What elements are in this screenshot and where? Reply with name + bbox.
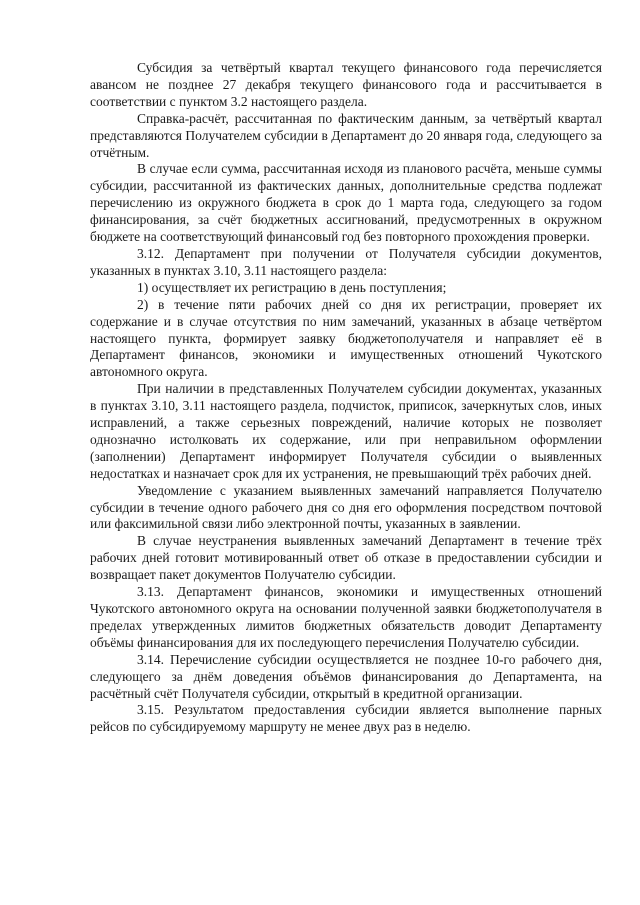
document-page — [90, 60, 602, 736]
paragraph-3-12-item-2: 2) в течение пяти рабочих дней со дня их регистрации, проверяет их содержание и в случае отсутствия по ним замечаний, указанных в абзаце четвёртом настоящего пункта, формирует заявку бюджетополучателя и направляет её в Департамент финансов, экономики и имущественных отношений Чукотского автономного округа. — [90, 296, 602, 380]
paragraph-q4-statement: Справка-расчёт, рассчитанная по фактическим данным, за четвёртый квартал представляются Получателем субсидии в Департамент до 20 января года, следующего за отчётным. — [90, 110, 602, 160]
paragraph-refusal: В случае неустранения выявленных замечаний Департамент в течение трёх рабочих дней готовит мотивированный ответ об отказе в предоставлении субсидии и возвращает пакет документов Получателю субсидии. — [90, 533, 602, 583]
paragraph-3-12-item-1: 1) осуществляет их регистрацию в день поступления; — [137, 279, 447, 295]
paragraph-3-14: 3.14. Перечисление субсидии осуществляется не позднее 10-го рабочего дня, следующего за днём доведения объёмов финансирования до Департамента, на расчётный счёт Получателя субсидии, открытый в кредитной организации. — [90, 651, 602, 701]
paragraph-notification: Уведомление с указанием выявленных замечаний направляется Получателю субсидии в течение одного рабочего дня со дня его оформления посредством почтовой или факсимильной связи либо электронной почты, указанных в заявлении. — [90, 482, 602, 532]
paragraph-q4-advance: Субсидия за четвёртый квартал текущего финансового года перечисляется авансом не позднее 27 декабря текущего финансового года и рассчитывается в соответствии с пунктом 3.2 настоящего раздела. — [90, 60, 602, 109]
paragraph-additional-funds: В случае если сумма, рассчитанная исходя из планового расчёта, меньше суммы субсидии, рассчитанной из фактических данных, дополнительные средства подлежат перечислению из окружного бюджета в срок до 1 марта года, следующего за годом финансирования, за счёт бюджетных ассигнований, предусмотренных в окружном бюджете на соответствующий финансовый год без повторного прохождения проверки. — [90, 161, 602, 245]
paragraph-3-15: 3.15. Результатом предоставления субсидии является выполнение парных рейсов по субсидируемому маршруту не менее двух раз в неделю. — [90, 702, 602, 735]
paragraph-deficiencies: При наличии в представленных Получателем субсидии документах, указанных в пунктах 3.10, 3.11 настоящего раздела, подчисток, приписок, зачеркнутых слов, иных исправлений, а также серьезных повреждений, наличие которых не позволяет однозначно истолковать их содержание, или при неправильном оформлении (заполнении) Департамент информирует Получателя субсидии о выявленных недостатках и назначает срок для их устранения, не превышающий трёх рабочих дней. — [90, 381, 602, 481]
paragraph-3-13: 3.13. Департамент финансов, экономики и имущественных отношений Чукотского автономного округа на основании полученной заявки бюджетополучателя в пределах утвержденных лимитов бюджетных обязательств доводит Департаменту объёмы финансирования для их последующего перечисления Получателю субсидии. — [90, 584, 602, 650]
paragraph-3-12: 3.12. Департамент при получении от Получателя субсидии документов, указанных в пунктах 3.10, 3.11 настоящего раздела: — [90, 245, 602, 278]
